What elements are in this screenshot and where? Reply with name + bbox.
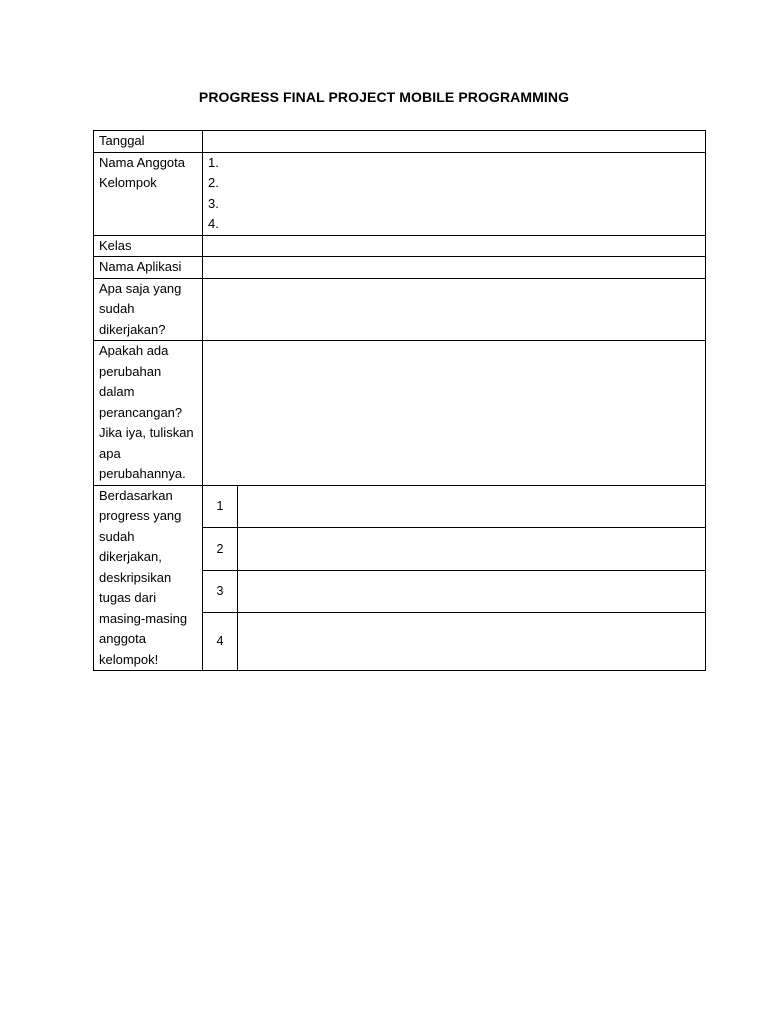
anggota-field[interactable] — [203, 152, 706, 235]
anggota-label-text: Nama Anggota Kelompok — [99, 154, 186, 190]
tugas-number-4: 4 — [203, 613, 238, 671]
tugas-label — [94, 485, 203, 671]
perubahan-label — [94, 341, 203, 486]
aplikasi-label: Nama Aplikasi — [94, 257, 203, 279]
anggota-number-list — [208, 153, 700, 235]
tugas-field-2[interactable] — [238, 528, 706, 571]
row-kelas — [94, 235, 706, 257]
anggota-number-2: 2. — [208, 175, 219, 190]
kelas-field[interactable] — [203, 235, 706, 257]
perubahan-field[interactable] — [203, 341, 706, 486]
tugas-number-1: 1 — [203, 485, 238, 528]
tanggal-field[interactable] — [203, 131, 706, 153]
row-tugas-1 — [94, 485, 706, 528]
dikerjakan-label-text: Apa saja yang sudah dikerjakan? — [99, 280, 182, 337]
dikerjakan-field[interactable] — [203, 278, 706, 341]
row-aplikasi — [94, 257, 706, 279]
row-tanggal — [94, 131, 706, 153]
row-dikerjakan — [94, 278, 706, 341]
page-title: PROGRESS FINAL PROJECT MOBILE PROGRAMMING — [198, 89, 570, 105]
aplikasi-field[interactable] — [203, 257, 706, 279]
anggota-number-3: 3. — [208, 195, 219, 211]
kelas-label: Kelas — [94, 235, 203, 257]
row-anggota — [94, 152, 706, 235]
perubahan-label-text: Apakah ada perubahan dalam perancangan? Jika iya, tuliskan apa perubahannya. — [99, 343, 194, 481]
tugas-number-3: 3 — [203, 570, 238, 613]
tanggal-label: Tanggal — [94, 131, 203, 153]
tugas-label-text: Berdasarkan progress yang sudah dikerjakan, deskripsikan tugas dari masing-masing anggota kelompok! — [99, 487, 188, 667]
progress-form-table — [93, 130, 706, 671]
anggota-number-4: 4. — [208, 216, 219, 231]
tugas-field-3[interactable] — [238, 570, 706, 613]
tugas-field-1[interactable] — [238, 485, 706, 528]
tugas-number-2: 2 — [203, 528, 238, 571]
dikerjakan-label — [94, 278, 203, 341]
row-perubahan — [94, 341, 706, 486]
anggota-label — [94, 152, 203, 235]
anggota-number-1: 1. — [208, 154, 219, 170]
tugas-field-4[interactable] — [238, 613, 706, 671]
